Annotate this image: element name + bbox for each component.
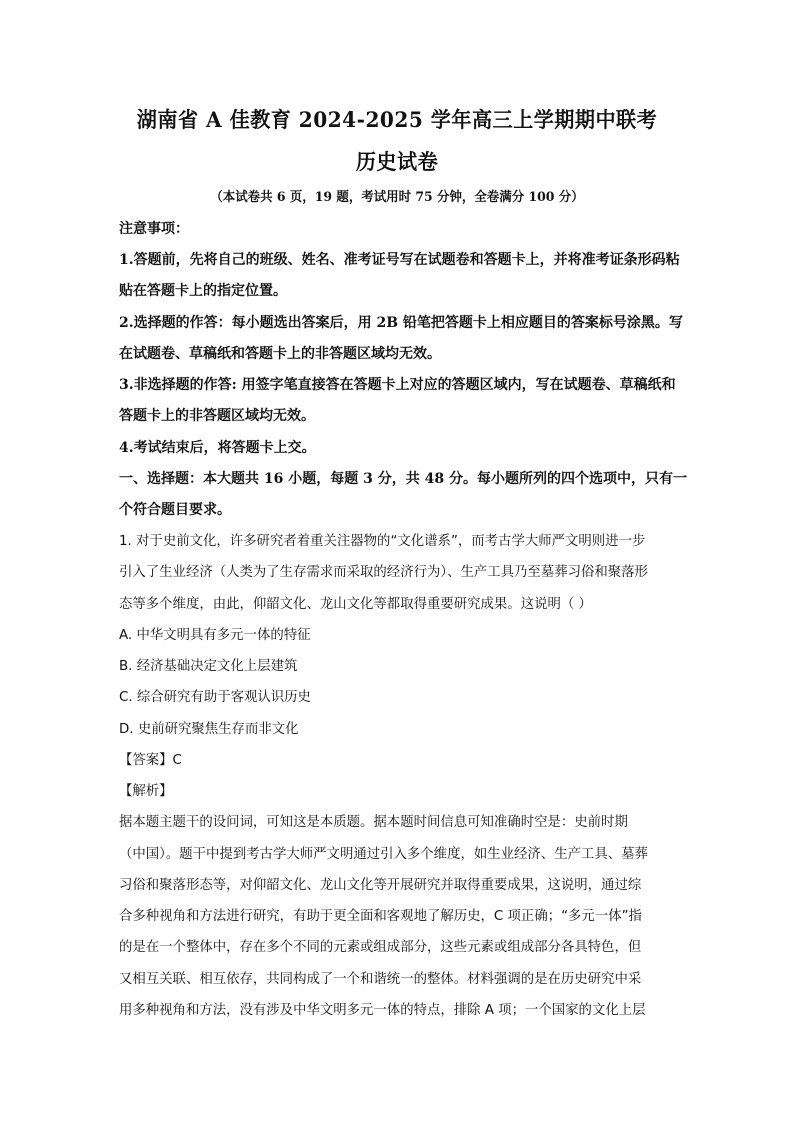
question-1-stem-line-3: 态等多个维度，由此，仰韶文化、龙山文化等都取得重要研究成果。这说明（ ） xyxy=(119,597,592,612)
analysis-line-1: 据本题主题干的设问词，可知这是本质题。据本题时间信息可知准确时空是：史前时期 xyxy=(119,815,628,830)
notice-heading: 注意事项： xyxy=(119,221,189,237)
exam-info: （本试卷共 6 页，19 题，考试用时 75 分钟，全卷满分 100 分） xyxy=(210,190,584,205)
notice-item-2-line-2: 在试题卷、草稿纸和答题卡上的非答题区域均无效。 xyxy=(119,346,441,362)
analysis-line-4: 合多种视角和方法进行研究，有助于更全面和客观地了解历史，C 项正确；“多元一体”指 xyxy=(119,909,642,924)
section-heading-line-1: 一、选择题：本大题共 16 小题，每题 3 分，共 48 分。每小题所列的四个选项中，只有一 xyxy=(119,471,687,487)
notice-item-1-line-2: 贴在答题卡上的指定位置。 xyxy=(119,283,287,299)
option-a: A. 中华文明具有多元一体的特征 xyxy=(119,628,311,643)
question-1-stem-line-1: 1. 对于史前文化，许多研究者着重关注器物的“文化谱系”，而考古学大师严文明则进一步 xyxy=(119,534,646,549)
answer-label: 【答案】C xyxy=(119,753,182,768)
analysis-line-3: 习俗和聚落形态等，对仰韶文化、龙山文化等开展研究并取得重要成果，这说明，通过综 xyxy=(119,878,642,893)
notice-item-4: 4.考试结束后，将答题卡上交。 xyxy=(119,440,316,456)
analysis-line-2: （中国）。题干中提到考古学大师严文明通过引入多个维度，如生业经济、生产工具、墓葬 xyxy=(119,847,648,862)
analysis-line-6: 又相互关联、相互依存，共同构成了一个和谐统一的整体。材料强调的是在历史研究中采 xyxy=(119,972,642,987)
analysis-heading: 【解析】 xyxy=(119,784,173,799)
notice-item-3-line-1: 3.非选择题的作答: 用签字笔直接答在答题卡上对应的答题区域内，写在试题卷、草稿纸和 xyxy=(119,377,676,393)
question-1-stem-line-2: 引入了生业经济（人类为了生存需求而采取的经济行为）、生产工具乃至墓葬习俗和聚落形 xyxy=(119,565,648,580)
exam-subject-title: 历史试卷 xyxy=(355,149,439,174)
section-heading-line-2: 个符合题目要求。 xyxy=(119,502,231,518)
notice-item-3-line-2: 答题卡上的非答题区域均无效。 xyxy=(119,408,315,424)
option-c: C. 综合研究有助于客观认识历史 xyxy=(119,690,311,705)
option-d: D. 史前研究聚焦生存而非文化 xyxy=(119,722,299,737)
notice-item-2-line-1: 2.选择题的作答：每小题选出答案后，用 2B 铅笔把答题卡上相应题目的答案标号涂黑。写 xyxy=(119,315,683,331)
exam-title: 湖南省 A 佳教育 2024-2025 学年高三上学期期中联考 xyxy=(136,107,658,132)
analysis-line-7: 用多种视角和方法，没有涉及中华文明多元一体的特点，排除 A 项；一个国家的文化上层 xyxy=(119,1003,646,1018)
option-b: B. 经济基础决定文化上层建筑 xyxy=(119,659,298,674)
analysis-line-5: 的是在一个整体中，存在多个不同的元素或组成部分，这些元素或组成部分各具特色，但 xyxy=(119,940,642,955)
notice-item-1-line-1: 1.答题前，先将自己的班级、姓名、准考证号写在试题卷和答题卡上，并将准考证条形码粘 xyxy=(119,252,680,268)
